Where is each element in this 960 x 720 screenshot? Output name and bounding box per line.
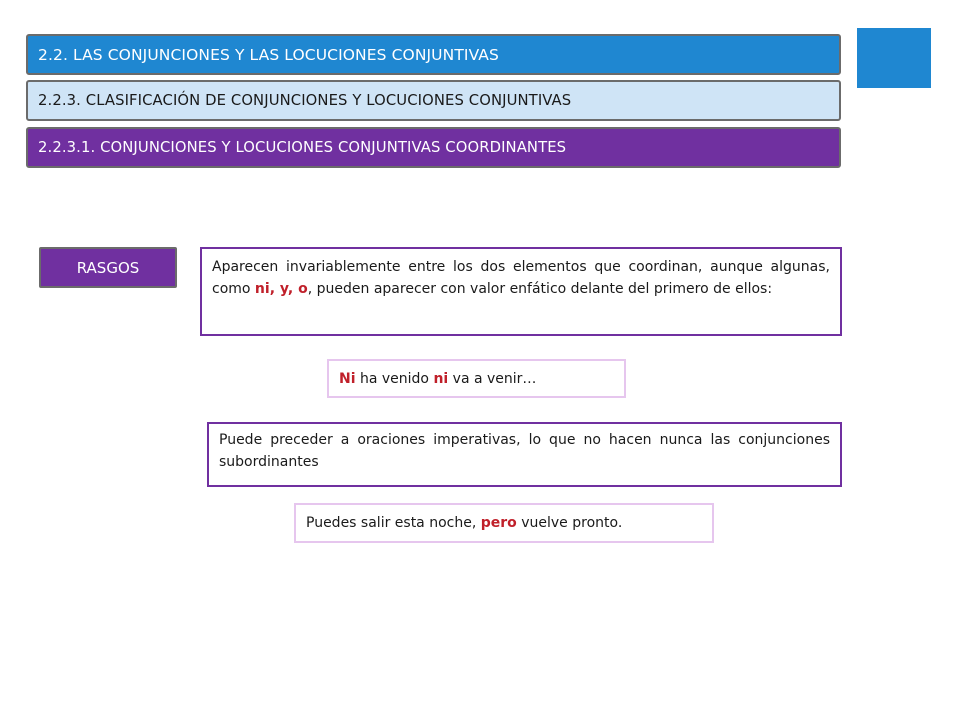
section-title: 2.2. LAS CONJUNCIONES Y LAS LOCUCIONES CONJUNTIVAS [38, 45, 499, 64]
corner-decoration [857, 28, 931, 88]
subsubsection-title: 2.2.3.1. CONJUNCIONES Y LOCUCIONES CONJUNTIVAS COORDINANTES [38, 139, 567, 156]
subsection-title-bar [26, 80, 841, 121]
rasgo-1-text-before: Aparecen invariablemente entre los dos elementos que coordinan, aunque algunas, como [212, 259, 830, 297]
example-1-highlight-2: ni [433, 371, 449, 387]
rasgos-label: RASGOS [76, 258, 140, 277]
rasgo-2-text: Puede preceder a oraciones imperativas, lo que no hacen nunca las conjunciones subordinantes [219, 432, 830, 470]
rasgo-1-box [200, 247, 842, 336]
rasgos-label-box [39, 247, 177, 288]
example-2-text-2: vuelve pronto. [516, 515, 623, 531]
example-1-box [327, 359, 626, 398]
rasgo-1-text-after: , pueden aparecer con valor enfático delante del primero de ellos: [307, 281, 773, 297]
example-1-text-1: ha venido [355, 371, 434, 387]
subsubsection-title-bar [26, 127, 841, 168]
example-1-text-2: va a venir… [448, 371, 537, 387]
example-2-box [294, 503, 714, 543]
section-title-bar [26, 34, 841, 75]
example-2-text-1: Puedes salir esta noche, [306, 515, 481, 531]
subsection-title: 2.2.3. CLASIFICACIÓN DE CONJUNCIONES Y LOCUCIONES CONJUNTIVAS [38, 92, 572, 109]
rasgo-2-box [207, 422, 842, 487]
example-2-highlight: pero [480, 515, 517, 531]
example-1-highlight-1: Ni [339, 371, 356, 387]
rasgo-1-highlight: ni, y, o [254, 281, 308, 297]
